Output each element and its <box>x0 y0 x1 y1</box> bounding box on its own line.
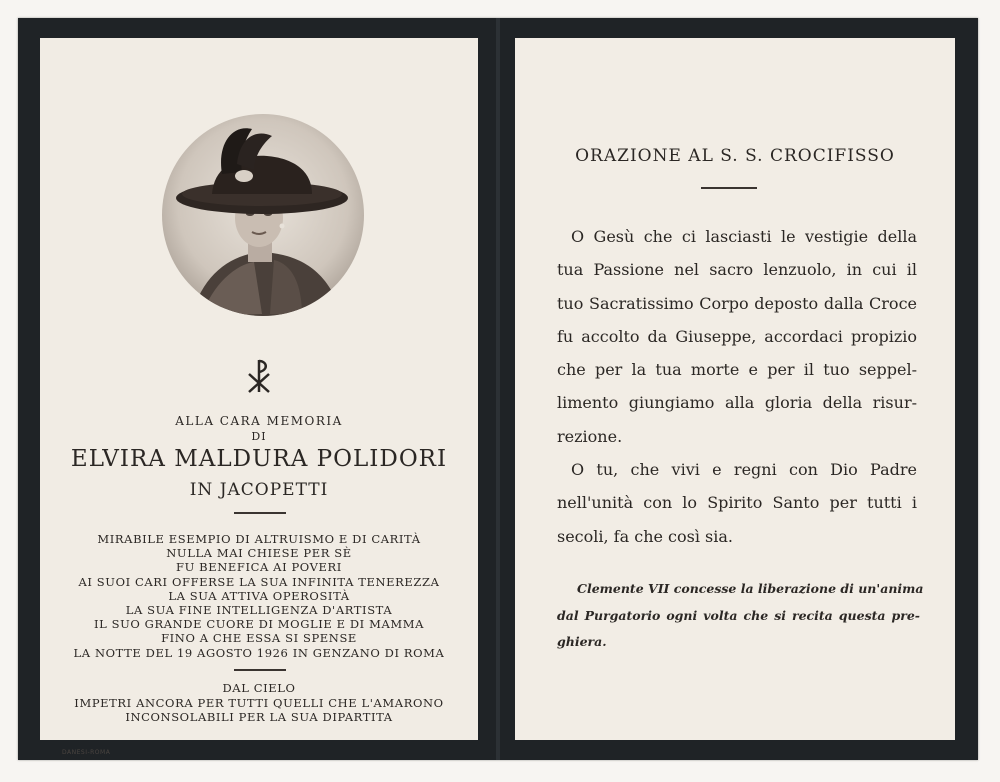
memoria-heading: ALLA CARA MEMORIA <box>175 414 343 428</box>
note-line: ghiera. <box>557 634 607 650</box>
memorial-card <box>18 18 978 760</box>
cielo-line: IMPETRI ANCORA PER TUTTI QUELLI CHE L'AMARONO <box>74 695 444 710</box>
divider-rule <box>234 669 286 671</box>
prayer-line: rezione. <box>557 426 623 446</box>
left-panel <box>40 38 478 756</box>
prayer-line: limento giungiamo alla gloria della risur- <box>557 393 917 413</box>
fold-gutter <box>496 18 500 760</box>
prayer-line: nell'unità con lo Spirito Santo per tutti i <box>557 493 917 513</box>
di-heading: DI <box>251 430 267 443</box>
epitaph-line: LA NOTTE DEL 19 AGOSTO 1926 IN GENZANO DI ROMA <box>73 645 445 660</box>
prayer-text <box>557 220 917 553</box>
epitaph-line: MIRABILE ESEMPIO DI ALTRUISMO E DI CARITÀ <box>97 532 421 546</box>
divider-rule <box>701 187 757 189</box>
deceased-name: ELVIRA MALDURA POLIDORI <box>70 446 448 472</box>
note-line: dal Purgatorio ogni volta che si recita questa pre- <box>557 607 920 623</box>
cielo-line: INCONSOLABILI PER LA SUA DIPARTITA <box>125 710 393 724</box>
epitaph-line: FINO A CHE ESSA SI SPENSE <box>161 631 357 646</box>
divider-rule <box>234 512 286 514</box>
note-line: Clemente VII concesse la liberazione di un'anima <box>577 581 924 596</box>
epitaph-line: IL SUO GRANDE CUORE DI MOGLIE E DI MAMMA <box>93 617 425 632</box>
prayer-line: secoli, fa che così sia. <box>557 526 734 546</box>
married-name: IN JACOPETTI <box>189 480 329 500</box>
prayer-line: O tu, che vivi e regni con Dio Padre <box>571 460 917 480</box>
right-panel <box>515 38 955 740</box>
chi-rho-icon <box>245 358 273 394</box>
epitaph-line: NULLA MAI CHIESE PER SÈ <box>166 546 352 561</box>
portrait-photo <box>162 114 364 316</box>
epitaph-line: FU BENEFICA AI POVERI <box>176 560 342 575</box>
prayer-line: tua Passione nel sacro lenzuolo, in cui il <box>557 260 917 280</box>
epitaph-line: AI SUOI CARI OFFERSE LA SUA INFINITA TENEREZZA <box>78 574 440 589</box>
indulgence-note <box>557 576 924 656</box>
prayer-line: fu accolto da Giuseppe, accordaci propizio <box>557 326 917 346</box>
prayer-line: O Gesù che ci lasciasti le vestigie della <box>571 227 917 246</box>
prayer-line: tuo Sacratissimo Corpo deposto dalla Croce <box>557 293 917 313</box>
cielo-line: DAL CIELO <box>222 681 296 695</box>
epitaph-block <box>40 532 478 660</box>
epitaph-line: LA SUA FINE INTELLIGENZA D'ARTISTA <box>125 603 393 618</box>
epitaph-line: LA SUA ATTIVA OPEROSITÀ <box>168 588 350 603</box>
dal-cielo-block <box>40 681 478 725</box>
prayer-title: ORAZIONE AL S. S. CROCIFISSO <box>575 146 895 166</box>
prayer-line: che per la tua morte e per il tuo seppel- <box>557 360 917 380</box>
printer-mark: DANESI-ROMA <box>62 749 111 756</box>
